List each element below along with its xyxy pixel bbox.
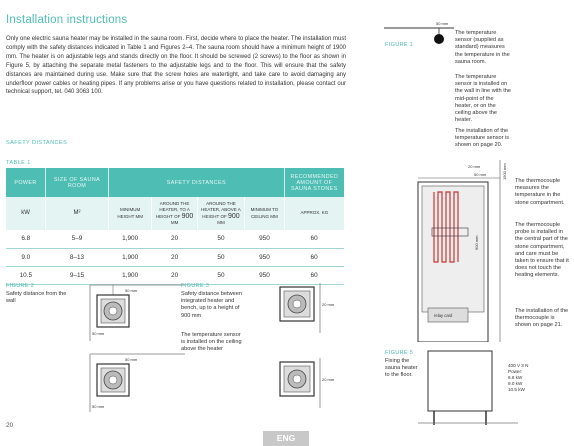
table-cell: 8–13	[46, 248, 109, 266]
power-spec-list	[508, 363, 528, 393]
dim-label: 20 mm	[468, 164, 481, 169]
sensor-page-text: The installation of the temperature sensor is shown on page 20.	[455, 128, 510, 149]
thermocouple-page-text: The installation of the thermocouple is shown on page 21.	[515, 308, 569, 329]
table-cell: 6.8	[6, 230, 46, 248]
table-cell: 950	[245, 230, 285, 248]
sub-stones: APPROX. KG	[284, 197, 344, 230]
table-cell: 20	[152, 248, 197, 266]
figure-2-label: FIGURE 2	[6, 283, 35, 289]
sub-text: HEIGHT OF	[202, 213, 227, 219]
table-cell: 50	[197, 230, 244, 248]
page-title: Installation instructions	[6, 14, 128, 26]
table-label: TABLE 1	[6, 160, 31, 166]
page-number: 20	[6, 422, 14, 429]
sub-text: 900	[227, 212, 240, 220]
table-cell: 9–15	[46, 266, 109, 284]
sub-text: MM	[170, 220, 179, 225]
thermocouple-text: The thermocouple measures the temperature in the stone compartment.	[515, 178, 565, 206]
spec-line: 400 V 3 N	[508, 363, 529, 368]
dim-label: 20 mm	[322, 377, 335, 382]
dim-label: 20 mm	[322, 302, 335, 307]
figure-4-side-diagram	[276, 358, 340, 408]
table-header-safety: SAFETY DISTANCES	[108, 168, 284, 197]
sub-text: MINIMUM	[120, 207, 141, 212]
figure-2-caption: Safety distance from the wall	[6, 291, 67, 305]
figure-5-caption: Fixing the sauna heater to the floor.	[385, 358, 418, 379]
table-cell: 5–9	[46, 230, 109, 248]
sub-text: CEILING MM	[251, 213, 278, 219]
dim-label: 50 mm	[436, 21, 449, 26]
relay-card-label: relay card	[434, 313, 453, 318]
dim-label: 50 mm	[92, 331, 105, 336]
sub-text: HEIGHT MM	[117, 213, 143, 219]
figure-4-diagram	[85, 352, 185, 412]
table-header-power: POWER	[6, 168, 46, 197]
sub-ceiling	[245, 197, 285, 230]
table-cell: 20	[152, 230, 197, 248]
spec-line: 6.8 kW	[508, 375, 523, 380]
figure-5-label: FIGURE 5	[385, 350, 414, 356]
table-cell: 60	[284, 266, 344, 284]
table-row	[6, 248, 344, 266]
table-cell: 950	[245, 266, 285, 284]
sensor-install-text: The temperature sensor is installed on the wall in line with the mid-point of the heater, or on the ceiling above the heater.	[455, 74, 511, 124]
sub-text: AROUND THE	[159, 200, 190, 206]
sub-text: HEATER, ABOVE A	[201, 207, 241, 212]
figure-1-label: FIGURE 1	[385, 42, 414, 48]
table-header-stones: RECOMMENDED AMOUNT OF SAUNA STONES	[284, 168, 344, 197]
intro-paragraph: Only one electric sauna heater may be installed in the sauna room. First, decide where to place the heater. The installation must comply with the safety distances indicated in Table 1 and Figures 2–4. The sauna room should have a minimum height of 1900 mm. The heater is on adjustable legs and stands directly on the floor. It should be screwed (2 screws) to the floor as shown in Figure 5, by attaching the separate metal fasteners to the adjustable legs and to the floor. This will ensure that the safety distances are maintained during use. Make sure that the screw holes are watertight, and take care to avoid damaging any underfloor power cables or heating pipes. If any problems arise or you have questions related to installation, please contact our technical support, tel. 040 3063 100.	[6, 36, 346, 96]
language-tab[interactable]: ENG	[263, 431, 309, 446]
figure-3-diagram	[276, 283, 340, 333]
sub-min-height	[108, 197, 151, 230]
dim-label: 50 mm	[92, 404, 105, 409]
sub-text: HEATER, TO A	[159, 207, 190, 212]
sub-around-high	[197, 197, 244, 230]
sub-text: MINIMUM TO	[250, 207, 279, 212]
figure-1-diagram	[384, 14, 454, 44]
table-cell: 60	[284, 248, 344, 266]
table-cell: 10.5	[6, 266, 46, 284]
figure-2-diagram	[85, 283, 185, 341]
sub-around-low	[152, 197, 197, 230]
table-cell: 50	[197, 266, 244, 284]
table-cell: 1,900	[108, 248, 151, 266]
table-cell: 1,900	[108, 230, 151, 248]
figure-3-caption: Safety distance between integrated heater and bench, up to a height of 900 mm	[181, 291, 242, 319]
sensor-text: The temperature sensor (supplied as standard) measures the temperature in the sauna room.	[455, 30, 510, 65]
sub-m2: M²	[46, 197, 109, 230]
figure-3-label: FIGURE 3	[181, 283, 210, 289]
dim-label: 50 mm	[125, 357, 138, 362]
spec-line: Power:	[508, 369, 523, 374]
sub-text: AROUND THE	[206, 200, 236, 206]
table-row	[6, 230, 344, 248]
dim-label: 1900 mm	[502, 163, 507, 180]
table-subheader-row	[6, 197, 344, 230]
sub-kw: kW	[6, 197, 46, 230]
figure-5-diagram	[418, 345, 518, 425]
table-cell: 20	[152, 266, 197, 284]
dim-label: 900 mm	[474, 235, 479, 250]
thermocouple-probe-text: The thermocouple probe is installed in the central part of the stone compartment, and care must be taken to ensure that it does not touch the heating elements.	[515, 222, 569, 279]
table-cell: 9.0	[6, 248, 46, 266]
figure-4-caption: The temperature sensor is installed on the ceiling above the heater	[181, 332, 242, 353]
spec-line: 10.5 kW	[508, 387, 525, 392]
sub-text: HEIGHT OF	[155, 213, 181, 219]
table-cell: 1,900	[108, 266, 151, 284]
table-row	[6, 266, 344, 284]
safety-distances-heading: SAFETY DISTANCES	[6, 140, 68, 146]
table-header-row	[6, 168, 344, 197]
table-cell: 950	[245, 248, 285, 266]
dim-label: 50 mm	[125, 288, 138, 293]
sub-text: 900	[181, 212, 194, 220]
table-cell: 50	[197, 248, 244, 266]
safety-distance-table	[6, 168, 344, 285]
sub-text: MM	[217, 220, 225, 225]
dim-label: 50 mm	[474, 172, 487, 177]
spec-line: 9.0 kW	[508, 381, 523, 386]
table-cell: 60	[284, 230, 344, 248]
table-header-size: SIZE OF SAUNA ROOM	[46, 168, 109, 197]
heater-cross-section-diagram	[406, 160, 514, 342]
